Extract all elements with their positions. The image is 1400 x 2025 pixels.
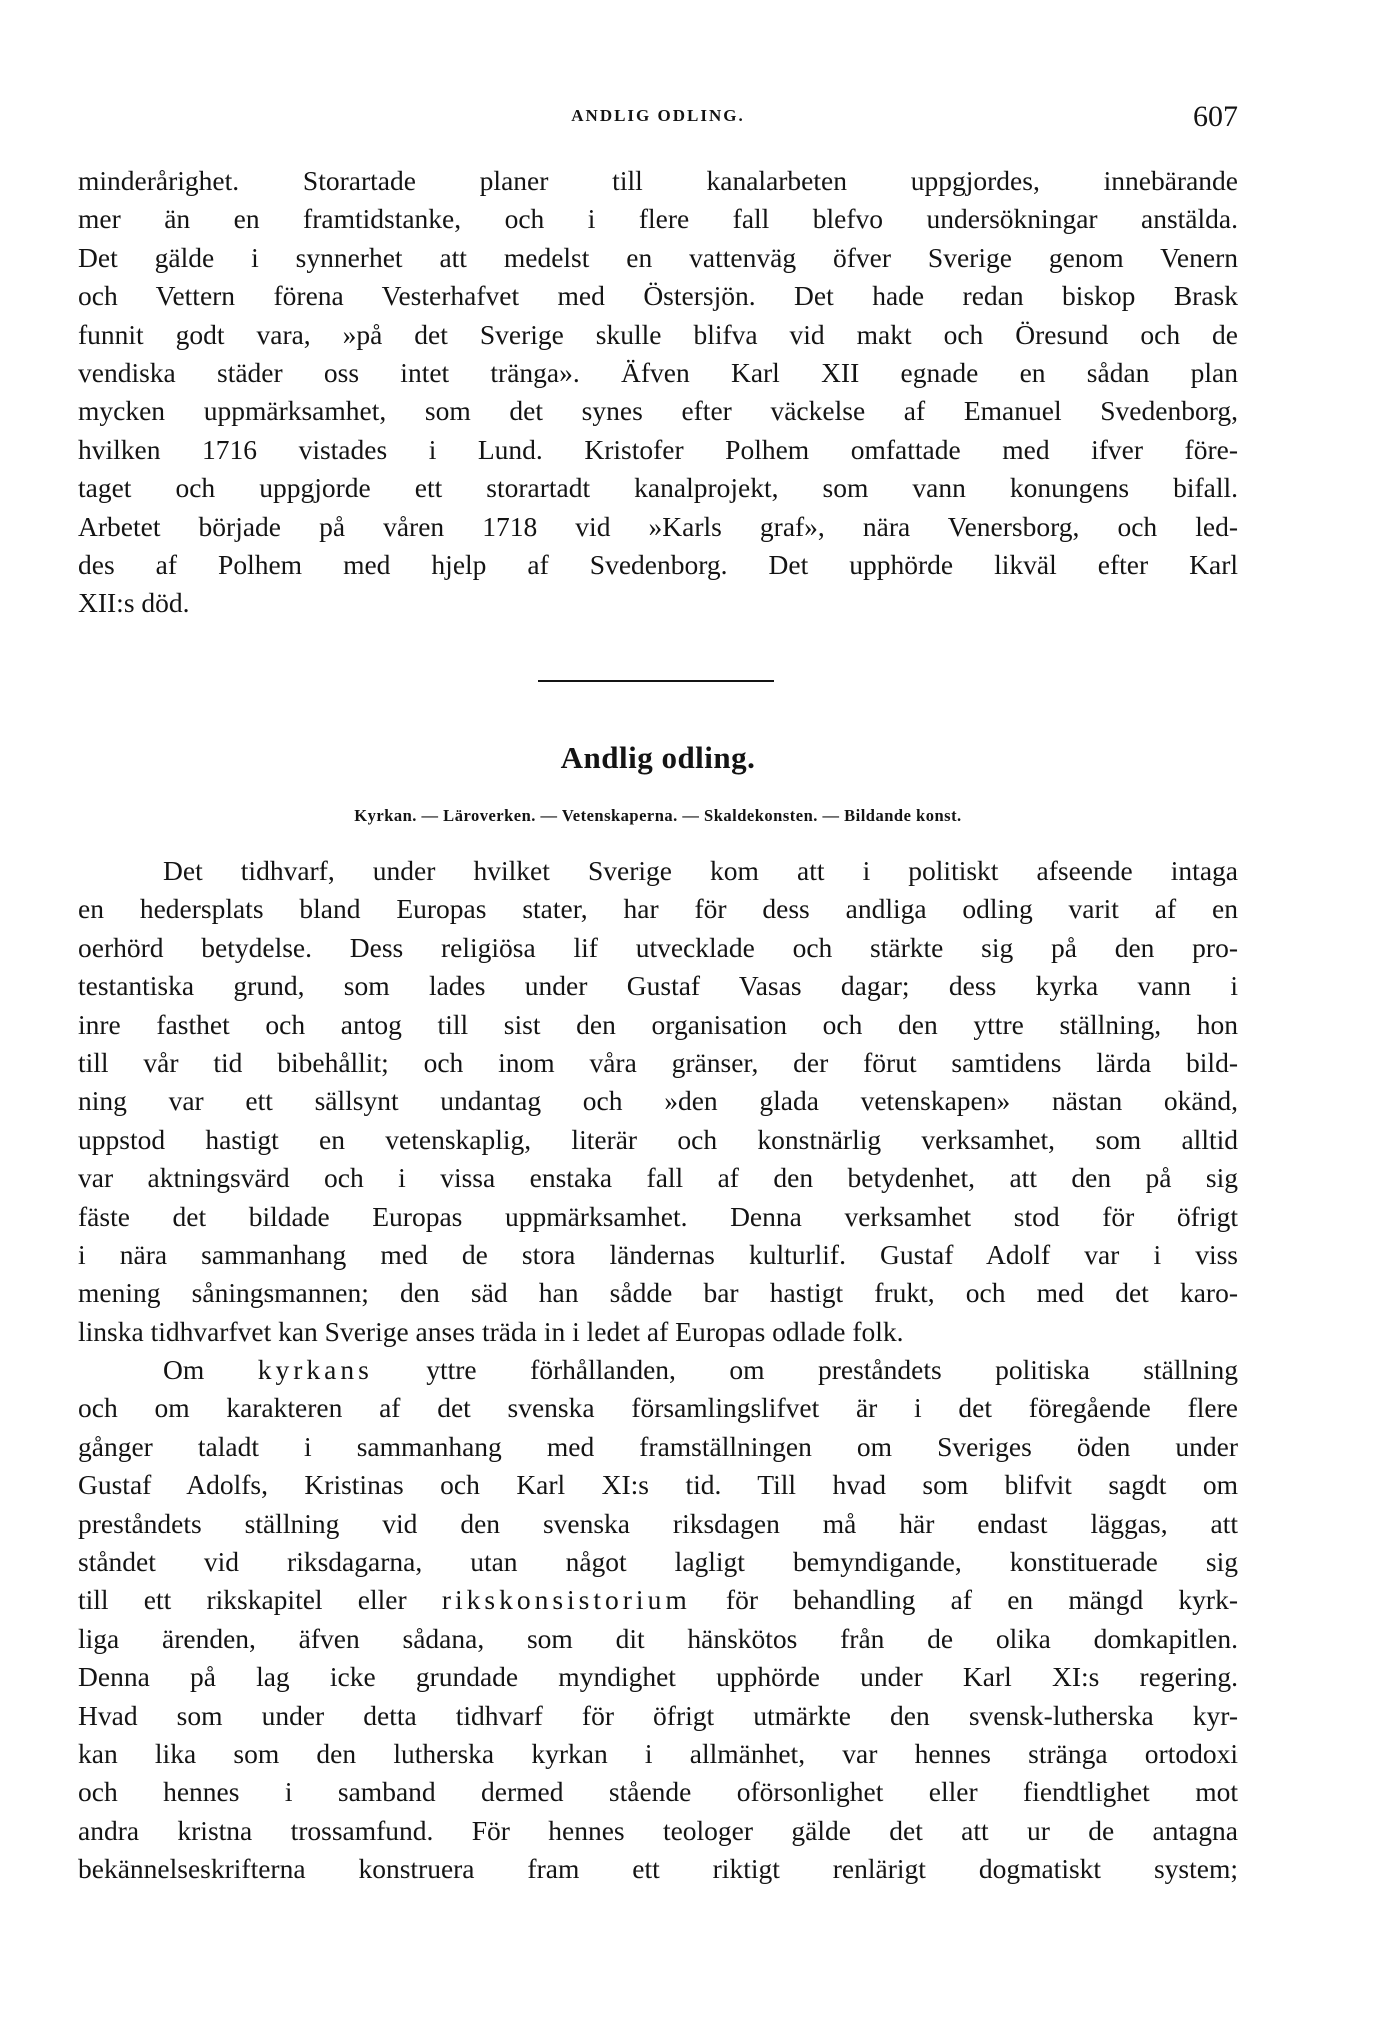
text-line: hvilken 1716 vistades i Lund. Kristofer Polhem omfattade med ifver före- [78, 433, 1238, 465]
text-line: Det tidhvarf, under hvilket Sverige kom att i politiskt afseende intaga [163, 855, 1238, 886]
section-subtopics: Kyrkan. — Läroverken. — Vetenskaperna. — Skaldekonsten. — Bildande konst. [354, 806, 962, 825]
text-line: XII:s död. [78, 587, 190, 619]
text-line: ståndet vid riksdagarna, utan något lagligt bemyndigande, konstituerade sig [78, 1546, 1238, 1578]
text-line: oerhörd betydelse. Dess religiösa lif utvecklade och stärkte sig på den pro- [78, 931, 1238, 963]
text-line: linska tidhvarfvet kan Sverige anses träda in i ledet af Europas odlade folk. [78, 1315, 904, 1347]
text-line: och Vettern förena Vesterhafvet med Östersjön. Det hade redan biskop Brask [78, 280, 1238, 312]
text-line: och hennes i samband dermed stående oförsonlighet eller fiendtlighet mot [78, 1776, 1238, 1808]
page-header [78, 100, 1238, 140]
text-line: mening såningsmannen; den säd han sådde bar hastigt frukt, och med det karo- [78, 1277, 1238, 1309]
text-line [78, 1351, 1238, 1389]
text-line: en hedersplats bland Europas stater, har för dess andliga odling varit af en [78, 893, 1238, 925]
text-line: Arbetet började på våren 1718 vid »Karls graf», nära Venersborg, och led- [78, 510, 1238, 542]
text-fragment: till ett rikskapitel eller [78, 1584, 442, 1616]
text-line: Denna på lag icke grundade myndighet upphörde under Karl XI:s regering. [78, 1661, 1238, 1693]
page-number: 607 [1193, 100, 1238, 133]
text-line: Gustaf Adolfs, Kristinas och Karl XI:s tid. Till hvad som blifvit sagdt om [78, 1469, 1238, 1501]
text-line: andra kristna trossamfund. För hennes teologer gälde det att ur de antagna [78, 1814, 1238, 1846]
text-fragment: Om [163, 1354, 258, 1386]
text-line: des af Polhem med hjelp af Svedenborg. Det upphörde likväl efter Karl [78, 548, 1238, 580]
text-line: var aktningsvärd och i vissa enstaka fall af den betydenhet, att den på sig [78, 1162, 1238, 1194]
section-body [78, 852, 1238, 1889]
text-fragment: yttre förhållanden, om preståndets politiska ställning [372, 1354, 1238, 1386]
emphasized-term: kyrkans [257, 1354, 373, 1386]
section-divider [538, 680, 774, 682]
section-title: Andlig odling. [560, 740, 756, 775]
emphasized-term: rikskonsistorium [441, 1584, 691, 1616]
continued-paragraph [78, 162, 1238, 623]
text-line: vendiska städer oss intet tränga». Äfven Karl XII egnade en sådan plan [78, 356, 1238, 388]
text-line: i nära sammanhang med de stora ländernas kulturlif. Gustaf Adolf var i viss [78, 1238, 1238, 1270]
text-line: minderårighet. Storartade planer till kanalarbeten uppgjordes, innebärande [78, 165, 1238, 196]
text-line: Hvad som under detta tidhvarf för öfrigt utmärkte den svensk-lutherska kyr- [78, 1699, 1238, 1731]
text-line: och om karakteren af det svenska församlingslifvet är i det föregående flere [78, 1392, 1238, 1424]
text-line: Det gälde i synnerhet att medelst en vattenväg öfver Sverige genom Venern [78, 241, 1238, 273]
text-line: preståndets ställning vid den svenska riksdagen må här endast läggas, att [78, 1507, 1238, 1539]
running-head: ANDLIG ODLING. [571, 106, 745, 125]
text-line: till vår tid bibehållit; och inom våra gränser, der förut samtidens lärda bild- [78, 1046, 1238, 1078]
text-line: testantiska grund, som lades under Gustaf Vasas dagar; dess kyrka vann i [78, 970, 1238, 1002]
text-line [78, 1581, 1238, 1619]
text-line: mycken uppmärksamhet, som det synes efter väckelse af Emanuel Svedenborg, [78, 395, 1238, 427]
text-line: fäste det bildade Europas uppmärksamhet. Denna verksamhet stod för öfrigt [78, 1200, 1238, 1232]
text-line: taget och uppgjorde ett storartadt kanalprojekt, som vann konungens bifall. [78, 472, 1238, 504]
text-line: gånger taladt i sammanhang med framställningen om Sveriges öden under [78, 1430, 1238, 1462]
text-line: ning var ett sällsynt undantag och »den glada vetenskapen» nästan okänd, [78, 1085, 1238, 1117]
text-line: liga ärenden, äfven sådana, som dit hänskötos från de olika domkapitlen. [78, 1622, 1238, 1654]
text-line: funnit godt vara, »på det Sverige skulle blifva vid makt och Öresund och de [78, 318, 1238, 350]
text-fragment: för behandling af en mängd kyrk- [690, 1584, 1238, 1616]
text-line: uppstod hastigt en vetenskaplig, literär och konstnärlig verksamhet, som alltid [78, 1123, 1238, 1155]
text-line: inre fasthet och antog till sist den organisation och den yttre ställning, hon [78, 1008, 1238, 1040]
text-line: mer än en framtidstanke, och i flere fall blefvo undersökningar anstälda. [78, 203, 1238, 235]
text-line: kan lika som den lutherska kyrkan i allmänhet, var hennes stränga ortodoxi [78, 1737, 1238, 1769]
text-line: bekännelseskrifterna konstruera fram ett riktigt renlärigt dogmatiskt system; [78, 1853, 1238, 1885]
